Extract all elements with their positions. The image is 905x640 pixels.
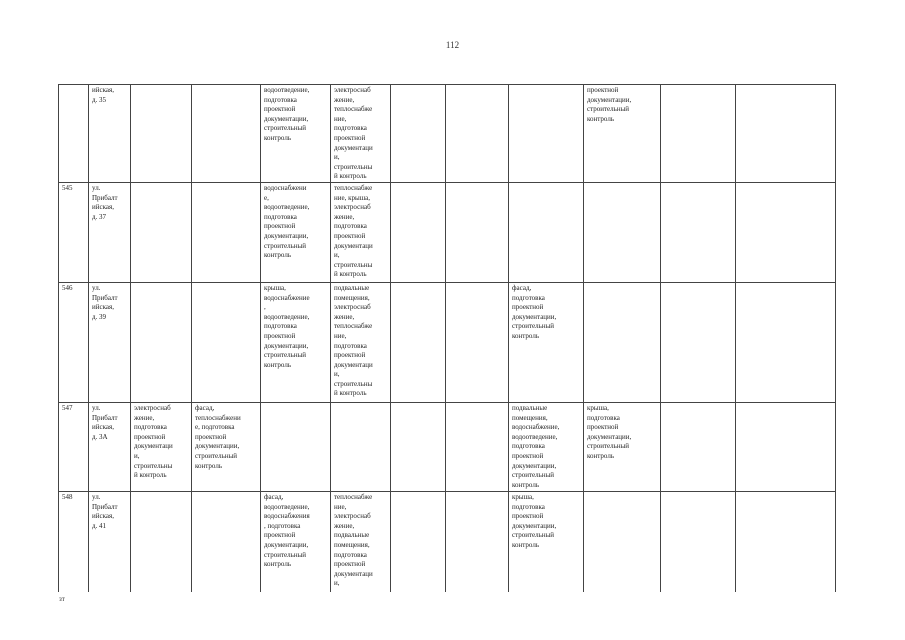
work-cell: электроснаб жение, подготовка проектной документаци и, строительны й контроль (131, 402, 192, 491)
work-cell: проектной документации, строительный контроль (584, 85, 661, 183)
footer-mark: зт (59, 595, 65, 603)
work-cell (736, 85, 836, 183)
work-cell (192, 491, 261, 592)
work-cell: водоотведение, подготовка проектной документации, строительный контроль (261, 85, 331, 183)
work-cell (261, 402, 331, 491)
work-cell (192, 282, 261, 402)
work-cell: крыша, водоснабжение , водоотведение, подготовка проектной документации, строительный контроль (261, 282, 331, 402)
work-cell (736, 282, 836, 402)
work-cell (391, 182, 446, 282)
work-cell (584, 491, 661, 592)
work-cell: подвальные помещения, электроснаб жение, теплоснабже ние, подготовка проектной документаци и, строительны й контроль (331, 282, 391, 402)
work-cell (391, 85, 446, 183)
work-cell (509, 85, 584, 183)
work-cell (661, 85, 736, 183)
row-number-cell (59, 85, 89, 183)
work-cell (661, 282, 736, 402)
address-cell: ул. Прибалт ийская, д. 39 (89, 282, 131, 402)
work-cell (446, 282, 509, 402)
row-number-cell: 546 (59, 282, 89, 402)
table-row (59, 85, 836, 183)
repair-schedule-table (58, 84, 836, 592)
work-cell: фасад, теплоснабжени е, подготовка проектной документации, строительный контроль (192, 402, 261, 491)
table-row (59, 402, 836, 491)
work-cell (192, 85, 261, 183)
address-cell: ийская, д. 35 (89, 85, 131, 183)
work-cell: крыша, подготовка проектной документации, строительный контроль (584, 402, 661, 491)
work-cell: теплоснабже ние, крыша, электроснаб жение, подготовка проектной документаци и, строительны й контроль (331, 182, 391, 282)
work-cell (584, 282, 661, 402)
work-cell (192, 182, 261, 282)
work-cell (661, 491, 736, 592)
work-cell (736, 182, 836, 282)
work-cell: крыша, подготовка проектной документации, строительный контроль (509, 491, 584, 592)
work-cell (391, 491, 446, 592)
table-row (59, 182, 836, 282)
row-number-cell: 545 (59, 182, 89, 282)
address-cell: ул. Прибалт ийская, д. 37 (89, 182, 131, 282)
work-cell (391, 282, 446, 402)
table-row (59, 282, 836, 402)
work-cell (446, 491, 509, 592)
work-cell (736, 491, 836, 592)
work-cell (446, 182, 509, 282)
work-cell (661, 402, 736, 491)
work-cell: теплоснабже ние, электроснаб жение, подвальные помещения, подготовка проектной документаци и, (331, 491, 391, 592)
page-number: 112 (445, 40, 460, 50)
table-row (59, 491, 836, 592)
work-cell (446, 402, 509, 491)
row-number-cell: 547 (59, 402, 89, 491)
work-cell (131, 491, 192, 592)
row-number-cell: 548 (59, 491, 89, 592)
work-cell: водоснабжени е, водоотведение, подготовка проектной документации, строительный контроль (261, 182, 331, 282)
work-cell (661, 182, 736, 282)
work-cell (736, 402, 836, 491)
work-cell (331, 402, 391, 491)
work-cell (131, 182, 192, 282)
work-cell: электроснаб жение, теплоснабже ние, подготовка проектной документаци и, строительны й контроль (331, 85, 391, 183)
work-cell (584, 182, 661, 282)
work-cell (131, 282, 192, 402)
work-cell (131, 85, 192, 183)
work-cell (446, 85, 509, 183)
work-cell: фасад, водоотведение, водоснабжения , подготовка проектной документации, строительный контроль (261, 491, 331, 592)
work-cell (509, 182, 584, 282)
work-cell (391, 402, 446, 491)
address-cell: ул. Прибалт ийская, д. 3А (89, 402, 131, 491)
address-cell: ул. Прибалт ийская, д. 41 (89, 491, 131, 592)
work-cell: подвальные помещения, водоснабжение, водоотведение, подготовка проектной документации, строительный контроль (509, 402, 584, 491)
work-cell: фасад, подготовка проектной документации, строительный контроль (509, 282, 584, 402)
